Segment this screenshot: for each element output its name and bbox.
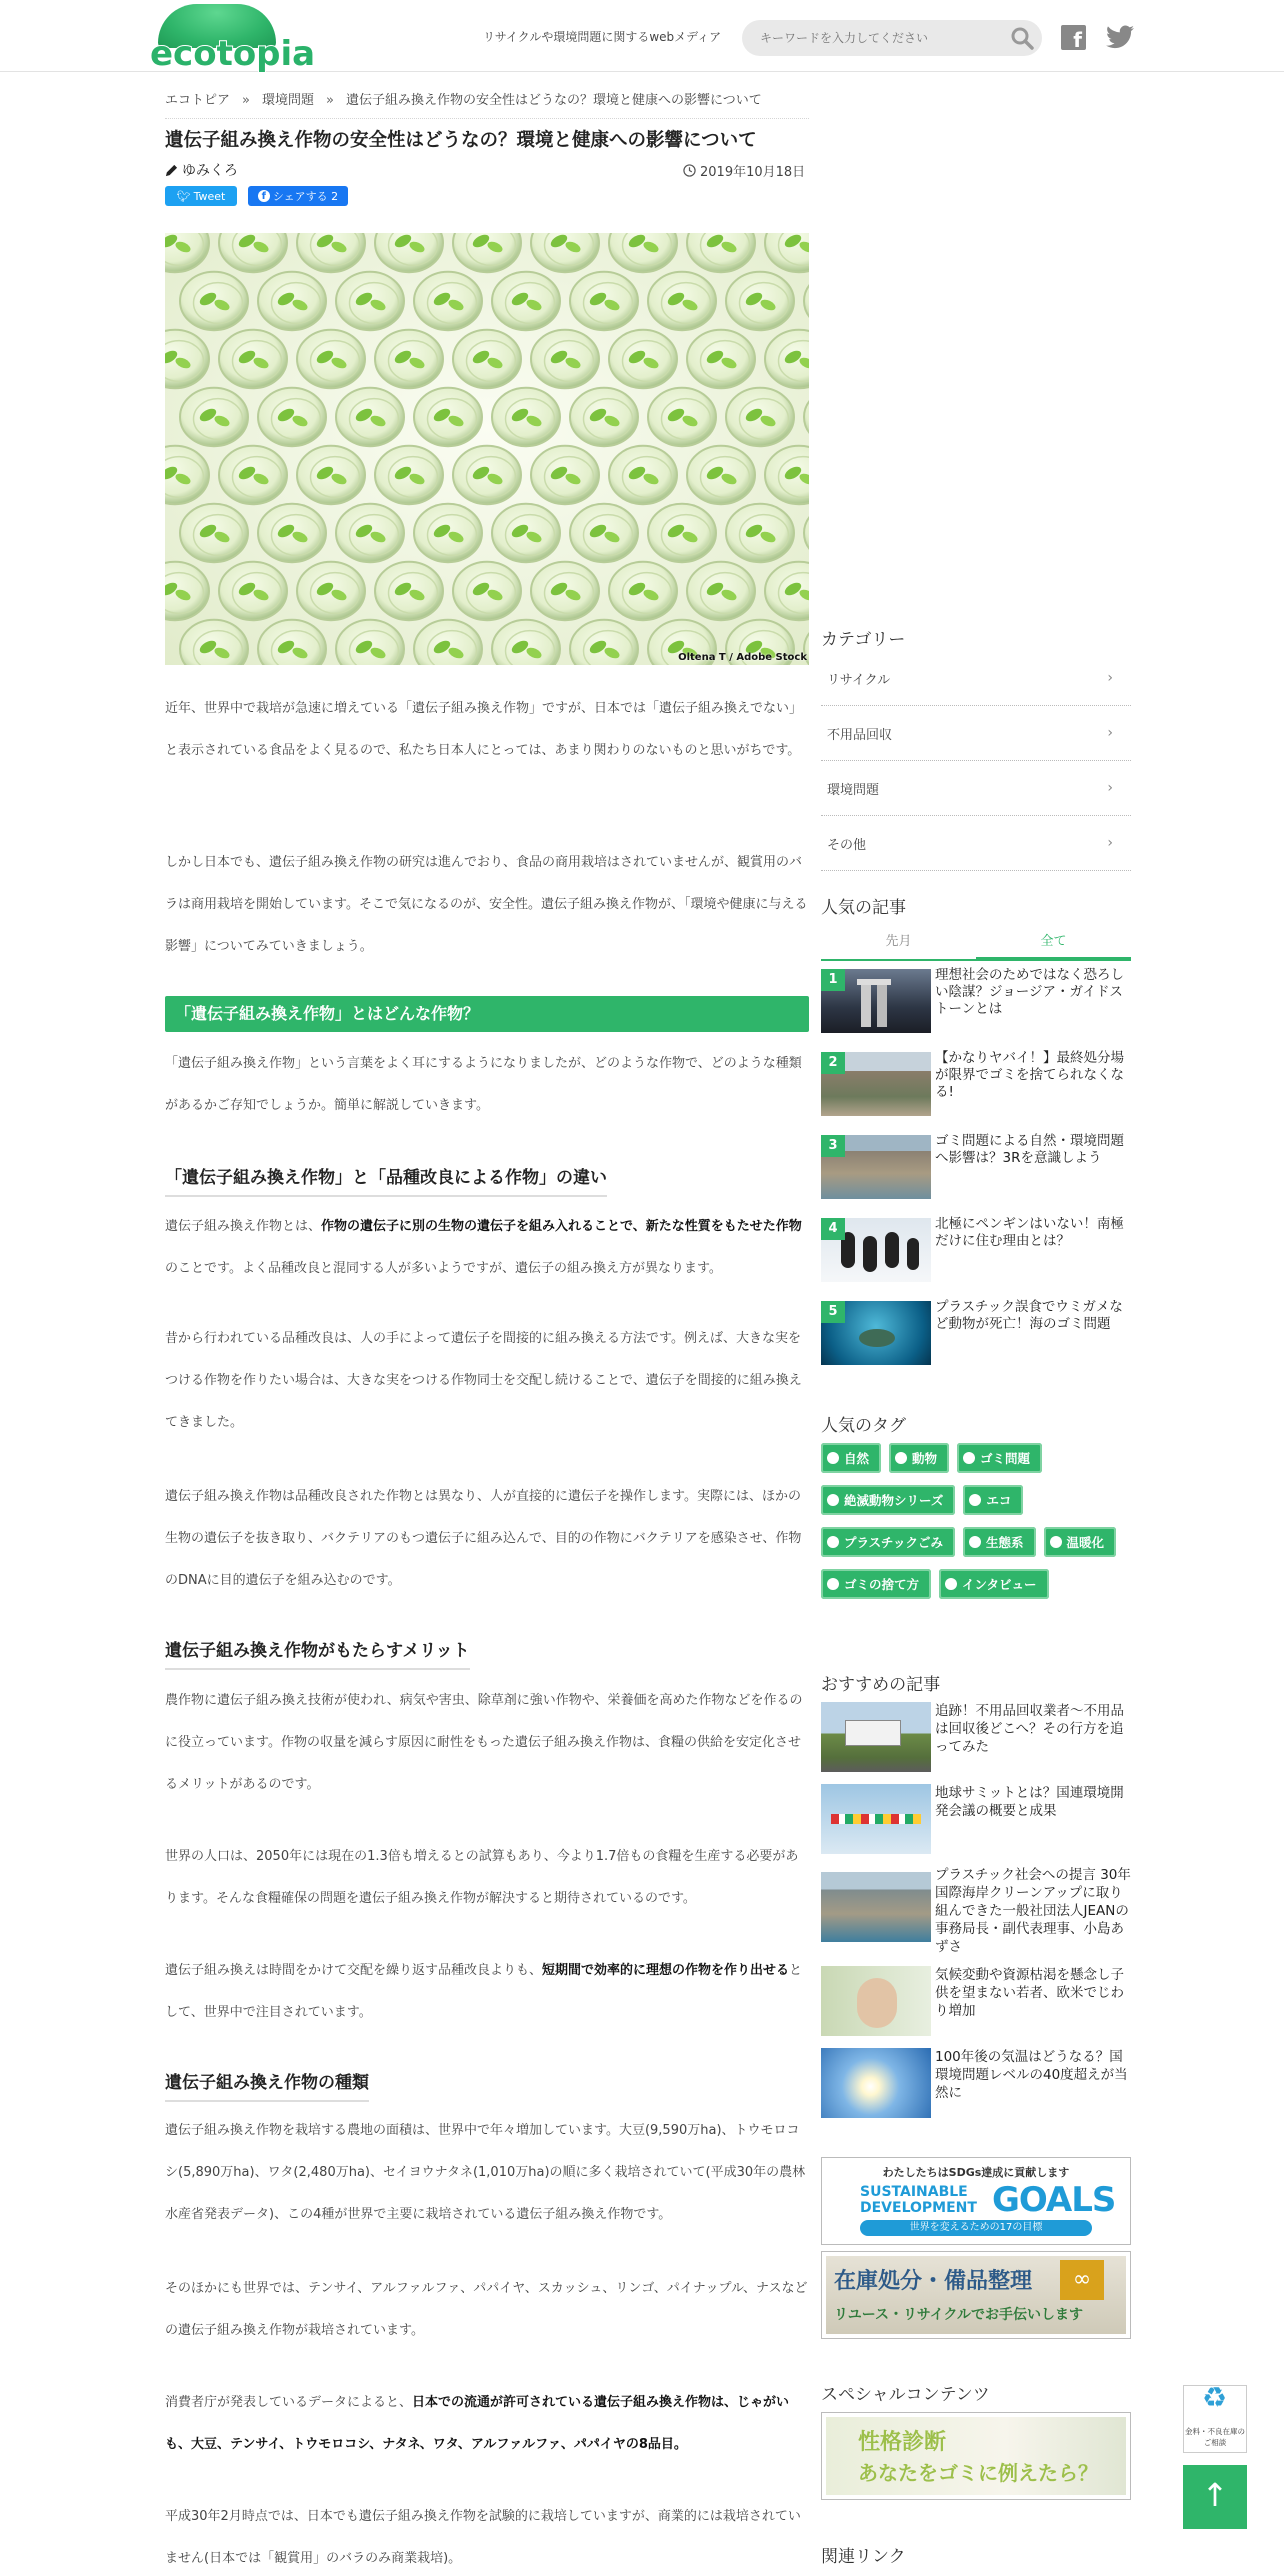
- recommended-thumbnail: [821, 1966, 931, 2036]
- breadcrumb-category[interactable]: 環境問題: [261, 93, 314, 108]
- article-date: [683, 161, 805, 180]
- paragraph: 農作物に遺伝子組み換え技術が使われ、病気や害虫、除草剤に強い作物や、栄養価を高めた作物などを作るのに役立っています。作物の収量を減らす原因に耐性をもった遺伝子組み換え作物は、食糧の供給を安定化させるメリットがあるのです。: [165, 1693, 803, 1792]
- twitter-icon[interactable]: [1106, 24, 1134, 50]
- site-tagline: リサイクルや環境問題に関するwebメディア: [483, 30, 722, 44]
- tag-label: ゴミ問題: [980, 1451, 1031, 1466]
- disposal-main-text: 在庫処分・備品整理: [834, 2269, 1033, 2294]
- recommended-item[interactable]: [821, 1866, 1131, 1966]
- popular-item[interactable]: [821, 1299, 1131, 1369]
- popular-tabs: [821, 925, 1131, 961]
- text: として、世界中で注目されています。: [165, 1963, 803, 2020]
- tag-label: エコ: [986, 1493, 1012, 1508]
- sdgs-goals-text: GOALS: [992, 2180, 1116, 2220]
- article-title: 遺伝子組み換え作物の安全性はどうなの？環境と健康への影響について: [165, 130, 757, 151]
- recycle-icon: ♻: [1202, 2381, 1228, 2414]
- author-name: ゆみくろ: [182, 163, 238, 179]
- chevron-right-icon: ›: [1107, 780, 1113, 796]
- facebook-f-icon: f: [258, 190, 270, 202]
- subsection-heading: 「遺伝子組み換え作物」と「品種改良による作物」の違い: [165, 1163, 607, 1197]
- subsection-heading: 遺伝子組み換え作物の種類: [165, 2068, 369, 2102]
- bold-text: 短期間で効率的に理想の作物を作り出せる: [542, 1963, 790, 1978]
- recommended-item[interactable]: [821, 1702, 1131, 1774]
- breadcrumb-separator: »: [326, 93, 334, 108]
- special-heading: スペシャルコンテンツ: [821, 2385, 990, 2405]
- tag[interactable]: [821, 1485, 955, 1515]
- arrow-up-icon: ↑: [1201, 2476, 1229, 2514]
- tag[interactable]: [1044, 1527, 1117, 1557]
- disposal-sub-text: リユース・リサイクルでお手伝いします: [834, 2307, 1084, 2323]
- hero-image: [165, 233, 809, 665]
- recommended-item[interactable]: [821, 2048, 1131, 2120]
- popular-item[interactable]: [821, 1133, 1131, 1203]
- disposal-banner[interactable]: [821, 2251, 1131, 2339]
- recommended-thumbnail: [821, 2048, 931, 2118]
- search-input[interactable]: [760, 28, 990, 48]
- paragraph: [165, 1950, 809, 2034]
- share-label: シェアする 2: [272, 190, 339, 203]
- tag-cloud: [821, 1443, 1131, 1599]
- tag-dot-icon: [1050, 1536, 1062, 1548]
- tag-dot-icon: [969, 1494, 981, 1506]
- text: 消費者庁が発表しているデータによると、: [165, 2395, 413, 2410]
- rank-number: 2: [821, 1052, 845, 1074]
- category-heading: カテゴリー: [821, 630, 906, 650]
- tag-label: 動物: [912, 1451, 938, 1466]
- recommended-heading: おすすめの記事: [821, 1675, 941, 1695]
- recommended-item[interactable]: [821, 1966, 1131, 2038]
- tag-dot-icon: [827, 1578, 839, 1590]
- text: のことです。よく品種改良と混同する人が多いようですが、遺伝子の組み換え方が異なります。: [165, 1261, 722, 1276]
- category-label: 不用品回収: [827, 727, 893, 743]
- tweet-button[interactable]: [165, 186, 237, 206]
- special-line1: 性格診断: [858, 2430, 947, 2455]
- chevron-right-icon: ›: [1107, 725, 1113, 741]
- popular-item[interactable]: [821, 1216, 1131, 1286]
- tag-dot-icon: [895, 1452, 907, 1464]
- recommended-thumbnail: [821, 1784, 931, 1854]
- popular-title: 【かなりヤバイ！】最終処分場が限界でゴミを捨てられなくなる!: [935, 1050, 1124, 1100]
- tag-dot-icon: [969, 1536, 981, 1548]
- tag[interactable]: [821, 1569, 931, 1599]
- recycle-logo-icon: ∞: [1060, 2260, 1104, 2300]
- sdgs-banner[interactable]: [821, 2157, 1131, 2245]
- rank-number: 3: [821, 1135, 845, 1157]
- related-links-heading: 関連リンク: [821, 2547, 906, 2567]
- recycle-consult-badge[interactable]: [1183, 2381, 1247, 2453]
- category-label: リサイクル: [827, 672, 891, 688]
- category-item-recycle[interactable]: [821, 651, 1131, 706]
- tag[interactable]: [939, 1569, 1049, 1599]
- tags-heading: 人気のタグ: [821, 1416, 906, 1436]
- site-header: [0, 0, 1284, 72]
- article-author[interactable]: [165, 160, 238, 180]
- search-box: [742, 20, 1042, 56]
- recommended-thumbnail: [821, 1702, 931, 1772]
- special-content-banner[interactable]: [821, 2412, 1131, 2500]
- clock-icon: [683, 164, 696, 177]
- facebook-share-button[interactable]: [248, 186, 348, 206]
- sdgs-subtitle: 世界を変えるための17の目標: [860, 2220, 1092, 2236]
- special-line2: あなたをゴミに例えたら？: [858, 2461, 1098, 2485]
- category-label: その他: [827, 837, 867, 853]
- tab-last-month[interactable]: 先月: [885, 934, 912, 949]
- recommended-title: 気候変動や資源枯渇を懸念し子供を望まない若者、欧米でじわり増加: [935, 1967, 1124, 2019]
- text: 遺伝子組み換え作物とは、: [165, 1219, 322, 1234]
- paragraph: しかし日本でも、遺伝子組み換え作物の研究は進んでおり、食品の商用栽培はされていませんが、観賞用のバラは商用栽培を開始しています。そこで気になるのが、安全性。遺伝子組み換え作物が、「環境や健康に与える影響」についてみていきましょう。: [165, 855, 808, 954]
- bold-text: 日本での流通が許可されている遺伝子組み換え作物は、じゃがいも、大豆、テンサイ、トウモロコシ、ナタネ、ワタ、アルファルファ、パパイヤの8品目。: [165, 2395, 790, 2452]
- recommended-title: 地球サミットとは？国連環境開発会議の概要と成果: [935, 1785, 1124, 1819]
- paragraph: 平成30年2月時点では、日本でも遺伝子組み換え作物を試験的に栽培していますが、商業的には栽培されていません(日本では「観賞用」のバラのみ商業栽培)。: [165, 2509, 801, 2566]
- breadcrumb-current: 遺伝子組み換え作物の安全性はどうなの？環境と健康への影響について: [345, 93, 762, 108]
- test-tubes-seedlings-image: [165, 233, 809, 665]
- bold-text: 作物の遺伝子に別の生物の遺伝子を組み入れることで、新たな性質をもたせた作物: [321, 1219, 802, 1234]
- tag-dot-icon: [945, 1578, 957, 1590]
- breadcrumb-home[interactable]: エコトピア: [165, 93, 231, 108]
- site-logo[interactable]: [150, 4, 316, 74]
- tag-label: 生態系: [986, 1535, 1024, 1550]
- facebook-icon[interactable]: f: [1061, 25, 1086, 50]
- chevron-right-icon: ›: [1107, 670, 1113, 686]
- tag-dot-icon: [827, 1452, 839, 1464]
- subsection-heading: 遺伝子組み換え作物がもたらすメリット: [165, 1636, 470, 1670]
- image-credit: Oltena T / Adobe Stock: [678, 652, 807, 663]
- paragraph: 「遺伝子組み換え作物」という言葉をよく耳にするようになりましたが、どのような作物で、どのような種類があるかご存知でしょうか。簡単に解説していきます。: [165, 1056, 802, 1113]
- recommended-title: 追跡！不用品回収業者～不用品は回収後どこへ？その行方を追ってみた: [935, 1703, 1124, 1755]
- sdgs-development-text: DEVELOPMENT: [860, 2200, 977, 2216]
- rank-number: 4: [821, 1218, 845, 1240]
- paragraph: [165, 2382, 809, 2466]
- paragraph: 世界の人口は、2050年には現在の1.3倍も増えるとの試算もあり、今より1.7倍もの食糧を生産する必要があります。そんな食糧確保の問題を遺伝子組み換え作物が解決すると期待されているのです。: [165, 1849, 799, 1906]
- popular-title: ゴミ問題による自然・環境問題へ影響は？3Rを意識しよう: [935, 1133, 1124, 1166]
- recommended-thumbnail: [821, 1872, 931, 1942]
- paragraph: 遺伝子組み換え作物を栽培する農地の面積は、世界中で年々増加しています。大豆(9,590万ha)、トウモロコシ(5,890万ha)、ワタ(2,480万ha)、セイヨウナタネ(1,010万ha)の順に多く栽培されていて(平成30年の農林水産省発表データ)、この4種が世界で主要に栽培されている遺伝子組み換え作物です。: [165, 2123, 806, 2222]
- paragraph: そのほかにも世界では、テンサイ、アルファルファ、パパイヤ、スカッシュ、リンゴ、パイナップル、ナスなどの遺伝子組み換え作物が栽培されています。: [165, 2281, 808, 2338]
- tag-dot-icon: [827, 1536, 839, 1548]
- text: 遺伝子組み換えは時間をかけて交配を繰り返す品種改良よりも、: [165, 1963, 543, 1978]
- breadcrumb: [165, 89, 762, 108]
- category-item-collection[interactable]: [821, 706, 1131, 761]
- tag-label: ゴミの捨て方: [844, 1577, 920, 1592]
- paragraph: 昔から行われている品種改良は、人の手によって遺伝子を間接的に組み換える方法です。例えば、大きな実をつける作物を作りたい場合は、大きな実をつける作物同士を交配し続けることで、遺伝子を間接的に組み換えてきました。: [165, 1331, 802, 1430]
- twitter-bird-icon: 🐦︎: [176, 189, 191, 203]
- breadcrumb-separator: »: [242, 93, 250, 108]
- paragraph: 近年、世界中で栽培が急速に増えている「遺伝子組み換え作物」ですが、日本では「遺伝子組み換えでない」と表示されている食品をよく見るので、私たち日本人にとっては、あまり関わりのないものと思いがちです。: [165, 701, 803, 758]
- recommended-title: 100年後の気温はどうなる？国環境問題レベルの40度超えが当然に: [935, 2049, 1128, 2101]
- rank-number: 1: [821, 969, 845, 991]
- popular-title: 北極にペンギンはいない！南極だけに住む理由とは？: [935, 1216, 1124, 1249]
- tag-label: インタビュー: [962, 1577, 1037, 1592]
- recommended-title: プラスチック社会への提言 30年国際海岸クリーンアップに取り組んできた一般社団法人JEANの事務局長・副代表理事、小島あずさ: [935, 1867, 1131, 1955]
- pencil-icon: [165, 164, 178, 177]
- tag-dot-icon: [827, 1494, 839, 1506]
- logo-text: ecotopia: [150, 34, 316, 74]
- popular-title: プラスチック誤食でウミガメなど動物が死亡！海のゴミ問題: [935, 1299, 1123, 1332]
- recommended-item[interactable]: [821, 1784, 1131, 1856]
- tab-all[interactable]: 全て: [976, 925, 1131, 959]
- category-item-environment[interactable]: [821, 761, 1131, 816]
- tag[interactable]: [957, 1443, 1042, 1473]
- tag-dot-icon: [963, 1452, 975, 1464]
- tag[interactable]: [963, 1485, 1023, 1515]
- tag-label: 自然: [844, 1451, 870, 1466]
- date-text: 2019年10月18日: [700, 165, 806, 180]
- chevron-right-icon: ›: [1107, 835, 1113, 851]
- category-list: [821, 651, 1131, 871]
- sdgs-top-text: わたしたちはSDGs達成に貢献します: [882, 2166, 1070, 2179]
- section-heading: 「遺伝子組み換え作物」とはどんな作物？: [165, 996, 809, 1032]
- popular-item[interactable]: [821, 1050, 1131, 1120]
- paragraph: 遺伝子組み換え作物は品種改良された作物とは異なり、人が直接的に遺伝子を操作します。実際には、ほかの生物の遺伝子を抜き取り、バクテリアのもつ遺伝子に組み込んで、目的の作物にバクテリアを感染させ、作物のDNAに目的遺伝子を組み込むのです。: [165, 1489, 802, 1588]
- popular-title: 理想社会のためではなく恐ろしい陰謀？ジョージア・ガイドストーンとは: [935, 967, 1124, 1017]
- popular-heading: 人気の記事: [821, 898, 906, 918]
- popular-item[interactable]: [821, 967, 1131, 1037]
- tag[interactable]: [821, 1527, 955, 1557]
- breadcrumb-divider: [165, 118, 809, 119]
- sdgs-sustainable-text: SUSTAINABLE: [860, 2184, 968, 2200]
- tag[interactable]: [963, 1527, 1036, 1557]
- tag-label: 絶滅動物シリーズ: [844, 1493, 944, 1508]
- rank-number: 5: [821, 1301, 845, 1323]
- back-to-top-button[interactable]: [1183, 2465, 1247, 2529]
- category-label: 環境問題: [827, 782, 880, 798]
- paragraph: [165, 1206, 809, 1290]
- category-item-other[interactable]: [821, 816, 1131, 871]
- tag-label: 温暖化: [1066, 1535, 1105, 1550]
- search-icon[interactable]: [1008, 24, 1036, 52]
- tag[interactable]: [889, 1443, 949, 1473]
- recycle-badge-text: 金料・不良在庫のご相談: [1185, 2427, 1245, 2447]
- tag[interactable]: [821, 1443, 881, 1473]
- tweet-label: Tweet: [193, 189, 226, 203]
- tag-label: プラスチックごみ: [844, 1535, 944, 1550]
